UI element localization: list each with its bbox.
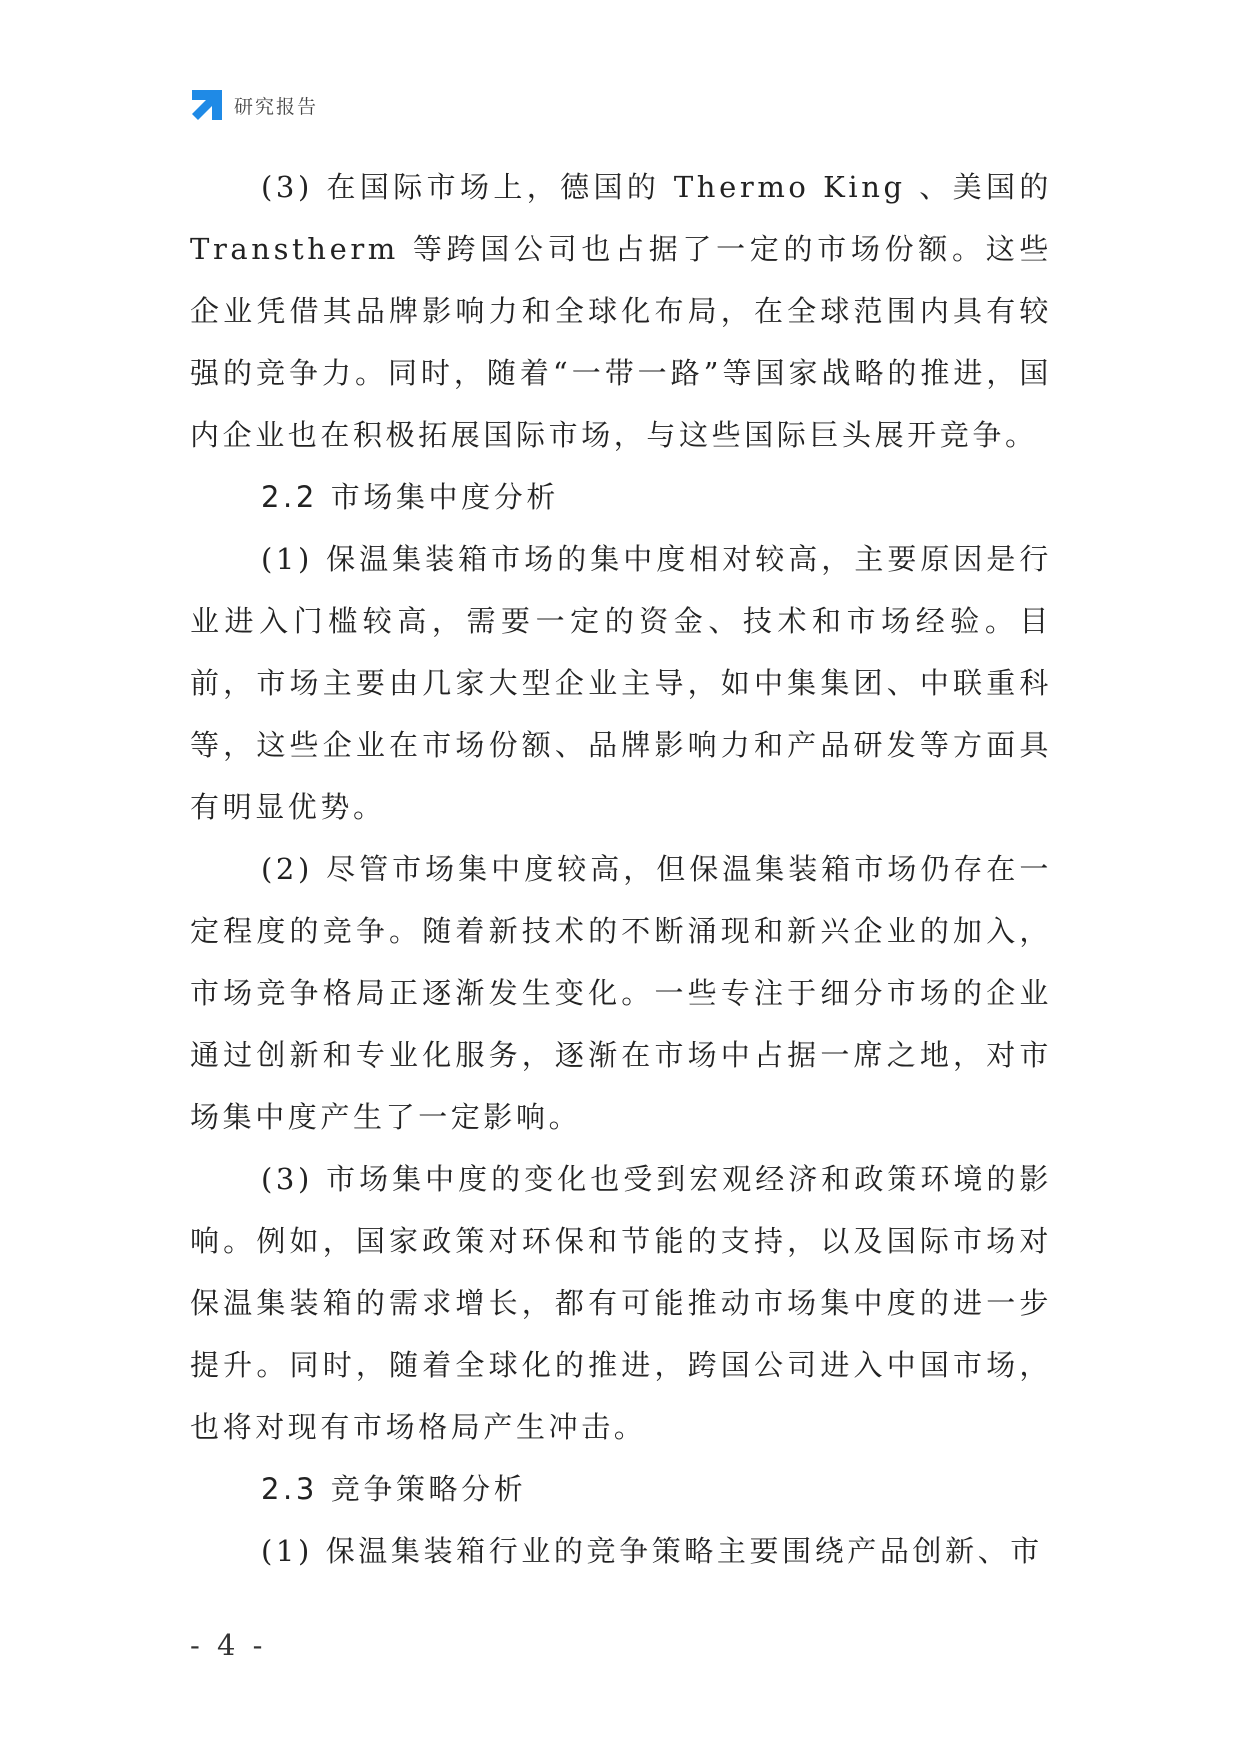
report-header xyxy=(190,88,318,122)
paragraph-strategy-1: (1) 保温集装箱行业的竞争策略主要围绕产品创新、市 xyxy=(261,1534,1043,1568)
page-number: - 4 - xyxy=(190,1628,267,1662)
diagonal-arrow-icon xyxy=(190,88,224,122)
paragraph-concentration-3: (3) 市场集中度的变化也受到宏观经济和政策环境的影响。例如，国家政策对环保和节能的支持，以及国际市场对保温集装箱的需求增长，都有可能推动市场集中度的进一步提升。同时，随着全球化的推进，跨国公司进入中国市场，也将对现有市场格局产生冲击。 xyxy=(190,1162,1052,1444)
section-heading-2-3: 2.3 竞争策略分析 xyxy=(261,1472,527,1506)
header-label: 研究报告 xyxy=(234,95,319,118)
paragraph-international-market: (3) 在国际市场上，德国的 Thermo King 、美国的 Transtherm 等跨国公司也占据了一定的市场份额。这些企业凭借其品牌影响力和全球化布局，在全球范围内具有较强的竞争力。同时，随着“一带一路”等国家战略的推进，国内企业也在积极拓展国际市场，与这些国际巨头展开竞争。 xyxy=(190,170,1052,452)
paragraph-concentration-1: (1) 保温集装箱市场的集中度相对较高，主要原因是行业进入门槛较高，需要一定的资金、技术和市场经验。目前，市场主要由几家大型企业主导，如中集集团、中联重科等，这些企业在市场份额、品牌影响力和产品研发等方面具有明显优势。 xyxy=(190,542,1052,824)
paragraph-concentration-2: (2) 尽管市场集中度较高，但保温集装箱市场仍存在一定程度的竞争。随着新技术的不断涌现和新兴企业的加入，市场竞争格局正逐渐发生变化。一些专注于细分市场的企业通过创新和专业化服务，逐渐在市场中占据一席之地，对市场集中度产生了一定影响。 xyxy=(190,852,1052,1134)
section-heading-2-2: 2.2 市场集中度分析 xyxy=(261,480,559,514)
document-body xyxy=(190,156,1052,1582)
